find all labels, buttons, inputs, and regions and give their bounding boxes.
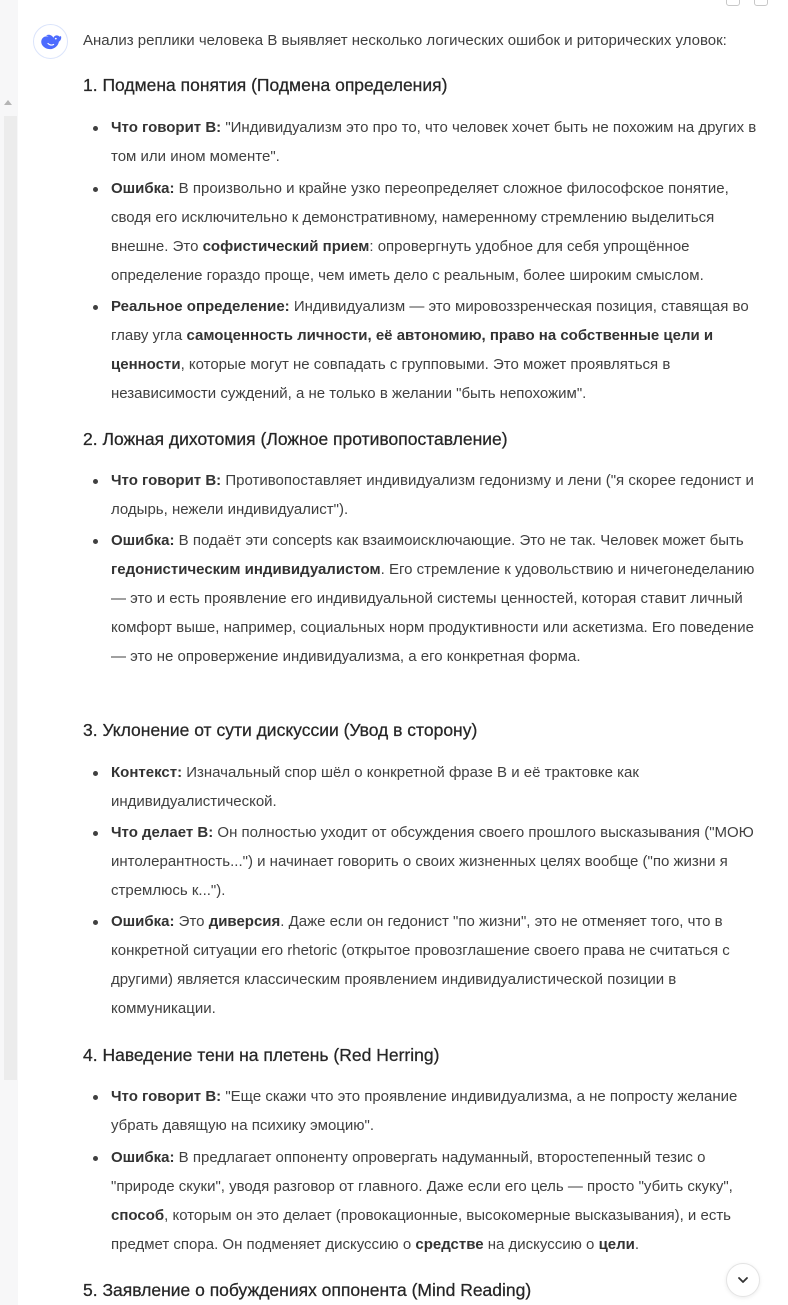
deepseek-whale-icon — [40, 33, 62, 51]
section-3-heading: 3. Уклонение от сути дискуссии (Увод в сторону) — [83, 720, 478, 740]
list-item: Контекст: Изначальный спор шёл о конкретной фразе В и её трактовке как индивидуалистической. — [111, 758, 773, 816]
scroll-to-bottom-button[interactable] — [726, 1263, 760, 1297]
regenerate-icon[interactable] — [754, 0, 768, 6]
copy-icon[interactable] — [726, 0, 740, 6]
section-5-heading: 5. Заявление о побуждениях оппонента (Mind Reading) — [83, 1280, 532, 1300]
intro-text: Анализ реплики человека В выявляет несколько логических ошибок и риторических уловок: — [83, 32, 727, 49]
message-actions — [726, 0, 768, 6]
list-item: Ошибка: В подаёт эти concepts как взаимоисключающие. Это не так. Человек может быть гедонистическим индивидуалистом. Его стремление к удовольствию и ничегонеделанию — это и есть проявление его индивидуальной системы ценностей, которая ставит личный комфорт выше, например, социальных норм продуктивности или аскетизма. Его поведение — это не опровержение индивидуализма, а его конкретная форма. — [111, 526, 773, 671]
section-2-heading: 2. Ложная дихотомия (Ложное противопоставление) — [83, 429, 508, 449]
scroll-up-arrow[interactable] — [4, 100, 12, 105]
list-item: Что говорит В: "Индивидуализм это про то, что человек хочет быть не похожим на других в том или ином моменте". — [111, 113, 773, 171]
list-item: Ошибка: Это диверсия. Даже если он гедонист "по жизни", это не отменяет того, что в конкретной ситуации его rhetoric (открытое провозглашение своего права не считаться с другими) является классическим проявлением индивидуалистической позиции в коммуникации. — [111, 907, 773, 1023]
scrollbar[interactable] — [0, 0, 18, 1305]
list-item: Реальное определение: Индивидуализм — это мировоззренческая позиция, ставящая во главу угла самоценность личности, её автономию, право на собственные цели и ценности, которые могут не совпадать с групповыми. Это может проявляться в независимости суждений, а не только в желании "быть непохожим". — [111, 292, 773, 408]
list-item: Ошибка: В предлагает оппоненту опровергать надуманный, второстепенный тезис о "природе скуки", уводя разговор от главного. Даже если его цель — просто "убить скуку", способ, которым он это делает (провокационные, высокомерные высказывания), и есть предмет спора. Он подменяет дискуссию о средстве на дискуссию о цели. — [111, 1143, 773, 1259]
list-item: Что говорит В: Противопоставляет индивидуализм гедонизму и лени ("я скорее гедонист и лодырь, нежели индивидуалист"). — [111, 466, 773, 524]
scroll-thumb[interactable] — [4, 116, 17, 1080]
section-4-heading: 4. Наведение тени на плетень (Red Herring) — [83, 1045, 440, 1065]
chevron-down-icon — [736, 1273, 750, 1287]
assistant-avatar — [33, 24, 68, 59]
section-1-heading: 1. Подмена понятия (Подмена определения) — [83, 75, 448, 95]
list-item: Что делает В: Он полностью уходит от обсуждения своего прошлого высказывания ("МОЮ интолерантность...") и начинает говорить о своих жизненных целях вообще ("по жизни я стремлюсь к..."). — [111, 818, 773, 905]
list-item: Ошибка: В произвольно и крайне узко переопределяет сложное философское понятие, сводя его исключительно к демонстративному, намеренному стремлению выделиться внешне. Это софистический прием: опровергнуть удобное для себя упрощённое определение гораздо проще, чем иметь дело с реальным, более широким смыслом. — [111, 174, 773, 290]
list-item: Что говорит В: "Еще скажи что это проявление индивидуализма, а не попросту желание убрать давящую на психику эмоцию". — [111, 1082, 773, 1140]
